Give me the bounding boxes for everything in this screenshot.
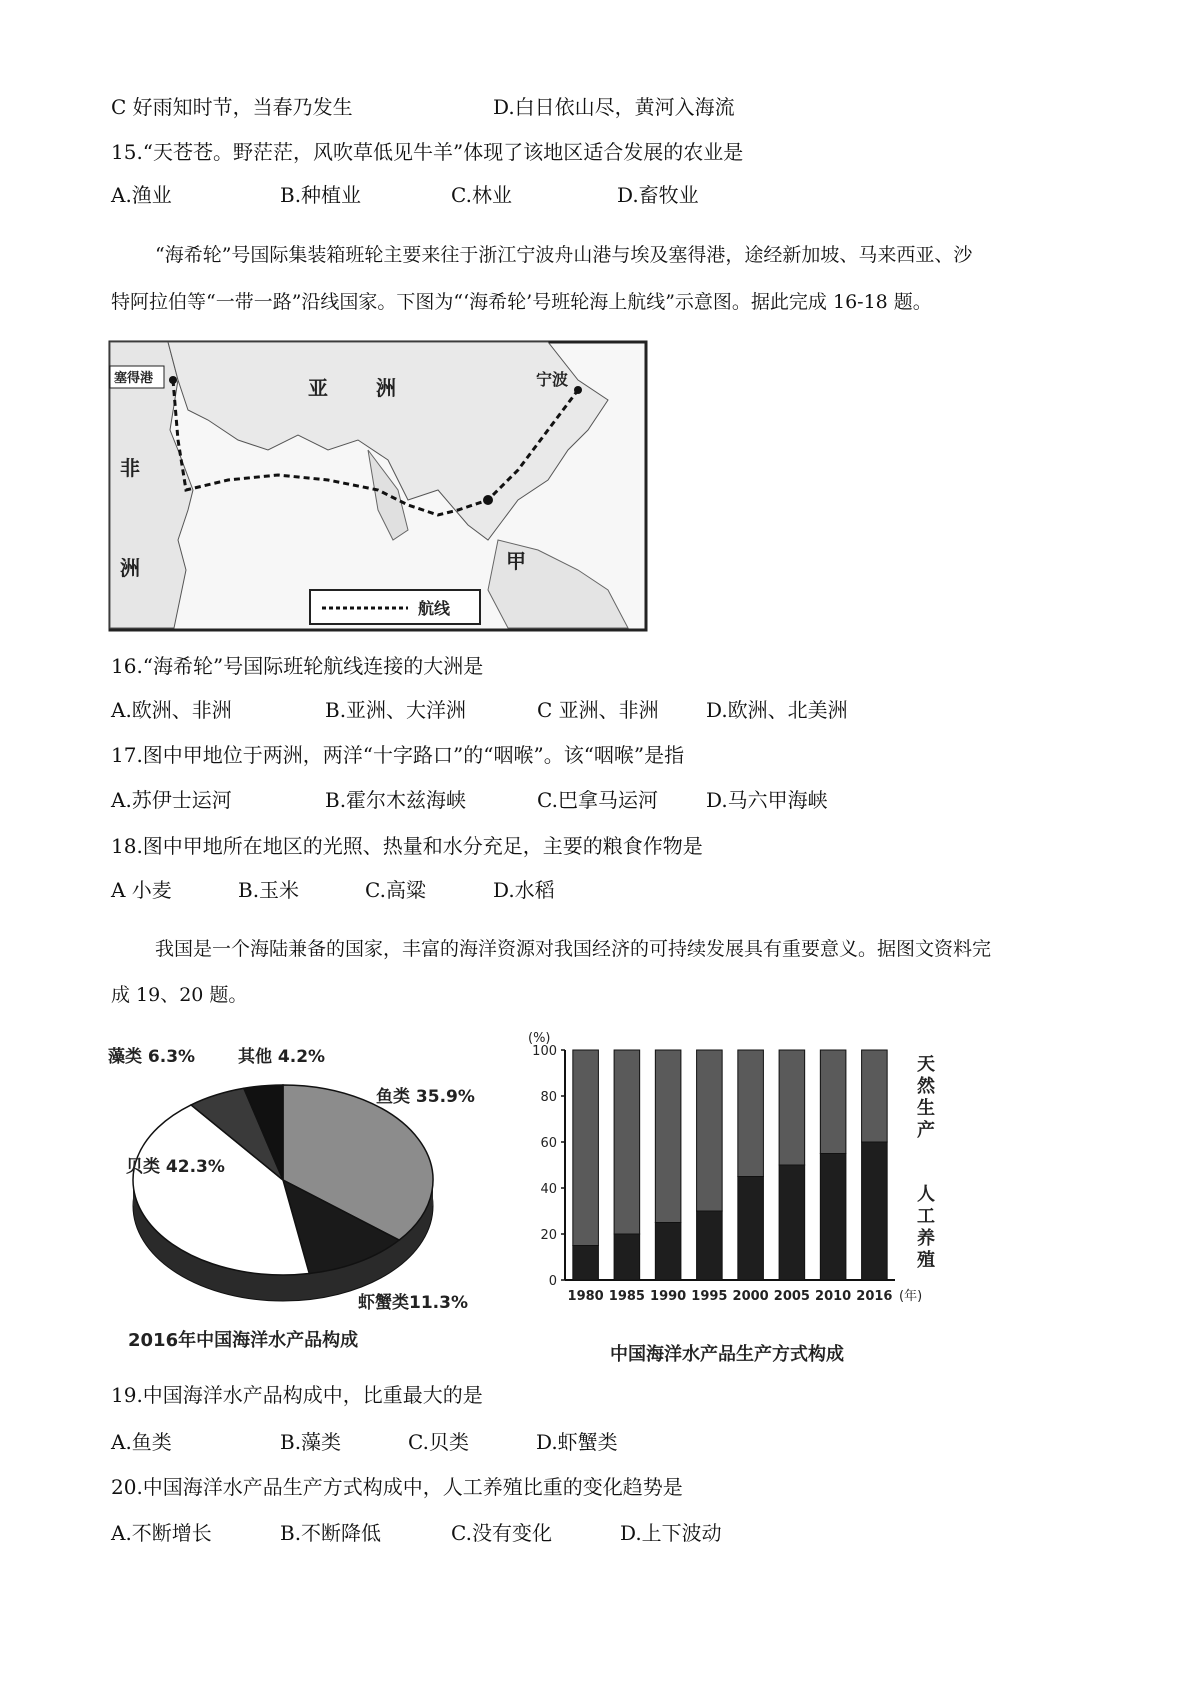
q18-option-d: D.水稻 xyxy=(493,878,555,902)
bar-legend-artificial-char-0: 人 xyxy=(917,1184,935,1205)
bar-legend-natural-char-3: 产 xyxy=(917,1120,935,1141)
bar-artificial-2016 xyxy=(862,1142,888,1280)
q15-option-a: A.渔业 xyxy=(111,183,172,207)
bar-x-label-1980: 1980 xyxy=(567,1289,604,1304)
bar-natural-1990 xyxy=(655,1050,681,1223)
bar-y-tick-label-0: 0 xyxy=(548,1274,557,1289)
q17-option-a: A.苏伊士运河 xyxy=(111,788,232,812)
port-said-point xyxy=(169,376,177,384)
bar-chart-figure xyxy=(520,1030,990,1374)
pie-chart-figure xyxy=(108,1040,538,1364)
question-16-stem: 16.“海希轮”号国际班轮航线连接的大洲是 xyxy=(111,654,484,678)
q20-option-a: A.不断增长 xyxy=(111,1521,212,1545)
intro-paragraph-2-line-1: 我国是一个海陆兼备的国家，丰富的海洋资源对我国经济的可持续发展具有重要意义。据图文资料完 xyxy=(155,938,992,960)
asia-label-1: 亚 xyxy=(308,376,328,400)
bar-y-tick-label-4: 80 xyxy=(540,1090,557,1105)
pie-slice-label-4: 其他 4.2% xyxy=(238,1047,326,1067)
africa-label-1: 非 xyxy=(120,456,140,480)
bar-x-label-1995: 1995 xyxy=(691,1289,728,1304)
map-svg xyxy=(108,340,648,632)
bar-legend-natural-char-0: 天 xyxy=(917,1054,935,1075)
pie-slice-label-1: 虾蟹类11.3% xyxy=(358,1293,468,1313)
shipping-route-map xyxy=(108,340,648,636)
q19-option-a: A.鱼类 xyxy=(111,1430,172,1454)
bar-y-tick-label-5: 100 xyxy=(532,1044,557,1059)
pie-slice-label-2: 贝类 42.3% xyxy=(126,1157,225,1177)
bar-natural-2016 xyxy=(862,1050,888,1142)
q17-option-b: B.霍尔木兹海峡 xyxy=(325,788,467,812)
question-19-stem: 19.中国海洋水产品构成中，比重最大的是 xyxy=(111,1383,483,1407)
pie-chart-svg xyxy=(108,1040,538,1360)
pie-slice-label-0: 鱼类 35.9% xyxy=(376,1087,475,1107)
africa-label-2: 洲 xyxy=(120,556,140,580)
pie-slice-label-3: 藻类 6.3% xyxy=(108,1047,196,1067)
bar-legend-artificial-char-1: 工 xyxy=(917,1206,935,1227)
q20-option-c: C.没有变化 xyxy=(451,1521,552,1545)
bar-chart-svg xyxy=(520,1030,990,1370)
bar-artificial-1980 xyxy=(573,1246,599,1281)
q16-option-d: D.欧洲、北美洲 xyxy=(706,698,848,722)
bar-artificial-2000 xyxy=(738,1177,764,1281)
bar-x-label-2010: 2010 xyxy=(815,1289,852,1304)
q18-option-c: C.高粱 xyxy=(365,878,426,902)
ningbo-point xyxy=(574,386,582,394)
bar-x-label-1990: 1990 xyxy=(650,1289,687,1304)
q15-option-d: D.畜牧业 xyxy=(617,183,699,207)
bar-chart-title: 中国海洋水产品生产方式构成 xyxy=(610,1344,844,1365)
bar-x-label-2005: 2005 xyxy=(773,1289,810,1304)
jia-point xyxy=(483,495,493,505)
q19-option-d: D.虾蟹类 xyxy=(536,1430,618,1454)
q15-option-b: B.种植业 xyxy=(280,183,362,207)
intro-paragraph-1-line-2: 特阿拉伯等“一带一路”沿线国家。下图为“‘海希轮’号班轮海上航线”示意图。据此完成 16-18 题。 xyxy=(111,291,932,313)
q18-option-a: A 小麦 xyxy=(111,878,172,902)
bar-x-label-2016: 2016 xyxy=(856,1289,893,1304)
q18-option-b: B.玉米 xyxy=(238,878,300,902)
intro-paragraph-2-line-2: 成 19、20 题。 xyxy=(111,984,248,1006)
pie-chart-title: 2016年中国海洋水产品构成 xyxy=(128,1330,359,1351)
question-20-stem: 20.中国海洋水产品生产方式构成中，人工养殖比重的变化趋势是 xyxy=(111,1475,683,1499)
q16-option-b: B.亚洲、大洋洲 xyxy=(325,698,467,722)
question-18-stem: 18.图中甲地所在地区的光照、热量和水分充足，主要的粮食作物是 xyxy=(111,834,703,858)
bar-natural-1995 xyxy=(697,1050,723,1211)
legend-route-label: 航线 xyxy=(418,599,451,618)
bar-legend-artificial-char-2: 养 xyxy=(917,1228,935,1249)
bar-natural-2005 xyxy=(779,1050,805,1165)
q15-option-c: C.林业 xyxy=(451,183,512,207)
asia-label-2: 洲 xyxy=(376,376,396,400)
ningbo-label: 宁波 xyxy=(536,370,569,389)
bar-artificial-1995 xyxy=(697,1211,723,1280)
q16-option-c: C 亚洲、非洲 xyxy=(537,698,659,722)
q17-option-d: D.马六甲海峡 xyxy=(706,788,828,812)
question-15-stem: 15.“天苍苍。野茫茫，风吹草低见牛羊”体现了该地区适合发展的农业是 xyxy=(111,140,744,164)
bar-legend-natural-char-2: 生 xyxy=(917,1098,935,1119)
bar-y-tick-label-1: 20 xyxy=(540,1228,557,1243)
port-said-label: 塞得港 xyxy=(114,371,154,386)
bar-y-tick-label-3: 60 xyxy=(540,1136,557,1151)
intro-paragraph-1-line-1: “海希轮”号国际集装箱班轮主要来往于浙江宁波舟山港与埃及塞得港，途经新加坡、马来西亚、沙 xyxy=(155,244,973,266)
q20-option-b: B.不断降低 xyxy=(280,1521,382,1545)
bar-natural-2010 xyxy=(820,1050,846,1154)
bar-natural-1985 xyxy=(614,1050,640,1234)
q20-option-d: D.上下波动 xyxy=(620,1521,722,1545)
q19-option-c: C.贝类 xyxy=(408,1430,469,1454)
bar-natural-2000 xyxy=(738,1050,764,1177)
q19-option-b: B.藻类 xyxy=(280,1430,342,1454)
bar-natural-1980 xyxy=(573,1050,599,1246)
bar-y-unit: (%) xyxy=(528,1031,551,1046)
option-d: D.白日依山尽，黄河入海流 xyxy=(493,95,735,119)
q17-option-c: C.巴拿马运河 xyxy=(537,788,658,812)
jia-label: 甲 xyxy=(506,549,526,573)
option-c: C 好雨知时节，当春乃发生 xyxy=(111,95,353,119)
bar-artificial-2005 xyxy=(779,1165,805,1280)
bar-legend-artificial-char-3: 殖 xyxy=(917,1250,935,1271)
bar-artificial-1990 xyxy=(655,1223,681,1281)
bar-x-label-2000: 2000 xyxy=(732,1289,769,1304)
bar-artificial-1985 xyxy=(614,1234,640,1280)
bar-y-tick-label-2: 40 xyxy=(540,1182,557,1197)
bar-x-label-1985: 1985 xyxy=(608,1289,645,1304)
bar-x-unit: (年) xyxy=(899,1289,923,1304)
question-17-stem: 17.图中甲地位于两洲，两洋“十字路口”的“咽喉”。该“咽喉”是指 xyxy=(111,743,685,767)
q16-option-a: A.欧洲、非洲 xyxy=(111,698,232,722)
bar-legend-natural-char-1: 然 xyxy=(917,1076,935,1097)
bar-artificial-2010 xyxy=(820,1154,846,1281)
